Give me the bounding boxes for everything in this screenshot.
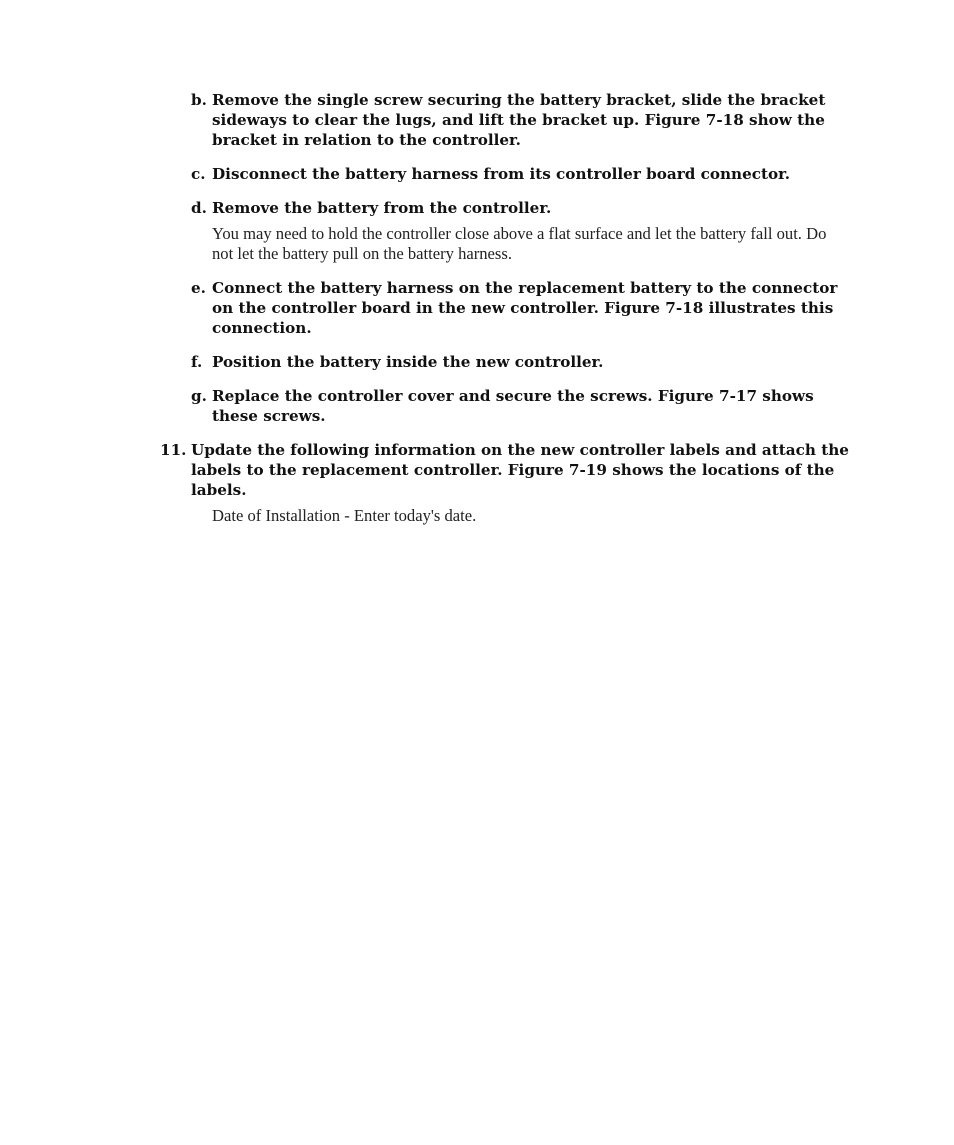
substep-f <box>160 352 850 372</box>
step-marker: f. <box>191 353 203 371</box>
step-text: Connect the battery harness on the replacement battery to the connector on the controller board in the new controller. Figure 7-18 illustrates this connection. <box>212 279 838 337</box>
step-text: Update the following information on the new controller labels and attach the labels to the replacement controller. Figure 7-19 shows the locations of the labels. <box>191 441 849 499</box>
step-marker: 11. <box>160 441 187 459</box>
step-text: Remove the single screw securing the battery bracket, slide the bracket sideways to clear the lugs, and lift the bracket up. Figure 7-18 show the bracket in relation to the controller. <box>212 91 826 149</box>
substep-b <box>160 90 850 150</box>
instruction-list <box>160 90 850 540</box>
step-marker: d. <box>191 199 207 217</box>
substep-e <box>160 278 850 338</box>
substep-d <box>160 198 850 218</box>
step-marker: c. <box>191 165 206 183</box>
step-text: Position the battery inside the new controller. <box>212 353 604 371</box>
step-text: Replace the controller cover and secure the screws. Figure 7-17 shows these screws. <box>212 387 814 425</box>
step-marker: g. <box>191 387 207 405</box>
step-11-note: Date of Installation - Enter today's date. <box>212 506 477 525</box>
substep-c <box>160 164 850 184</box>
step-text: Disconnect the battery harness from its controller board connector. <box>212 165 791 183</box>
substep-g <box>160 386 850 426</box>
step-11 <box>160 440 850 500</box>
step-marker: b. <box>191 91 207 109</box>
step-marker: e. <box>191 279 206 297</box>
substep-d-note: You may need to hold the controller close above a flat surface and let the battery fall out. Do not let the battery pull on the battery harness. <box>212 224 827 263</box>
step-text: Remove the battery from the controller. <box>212 199 552 217</box>
